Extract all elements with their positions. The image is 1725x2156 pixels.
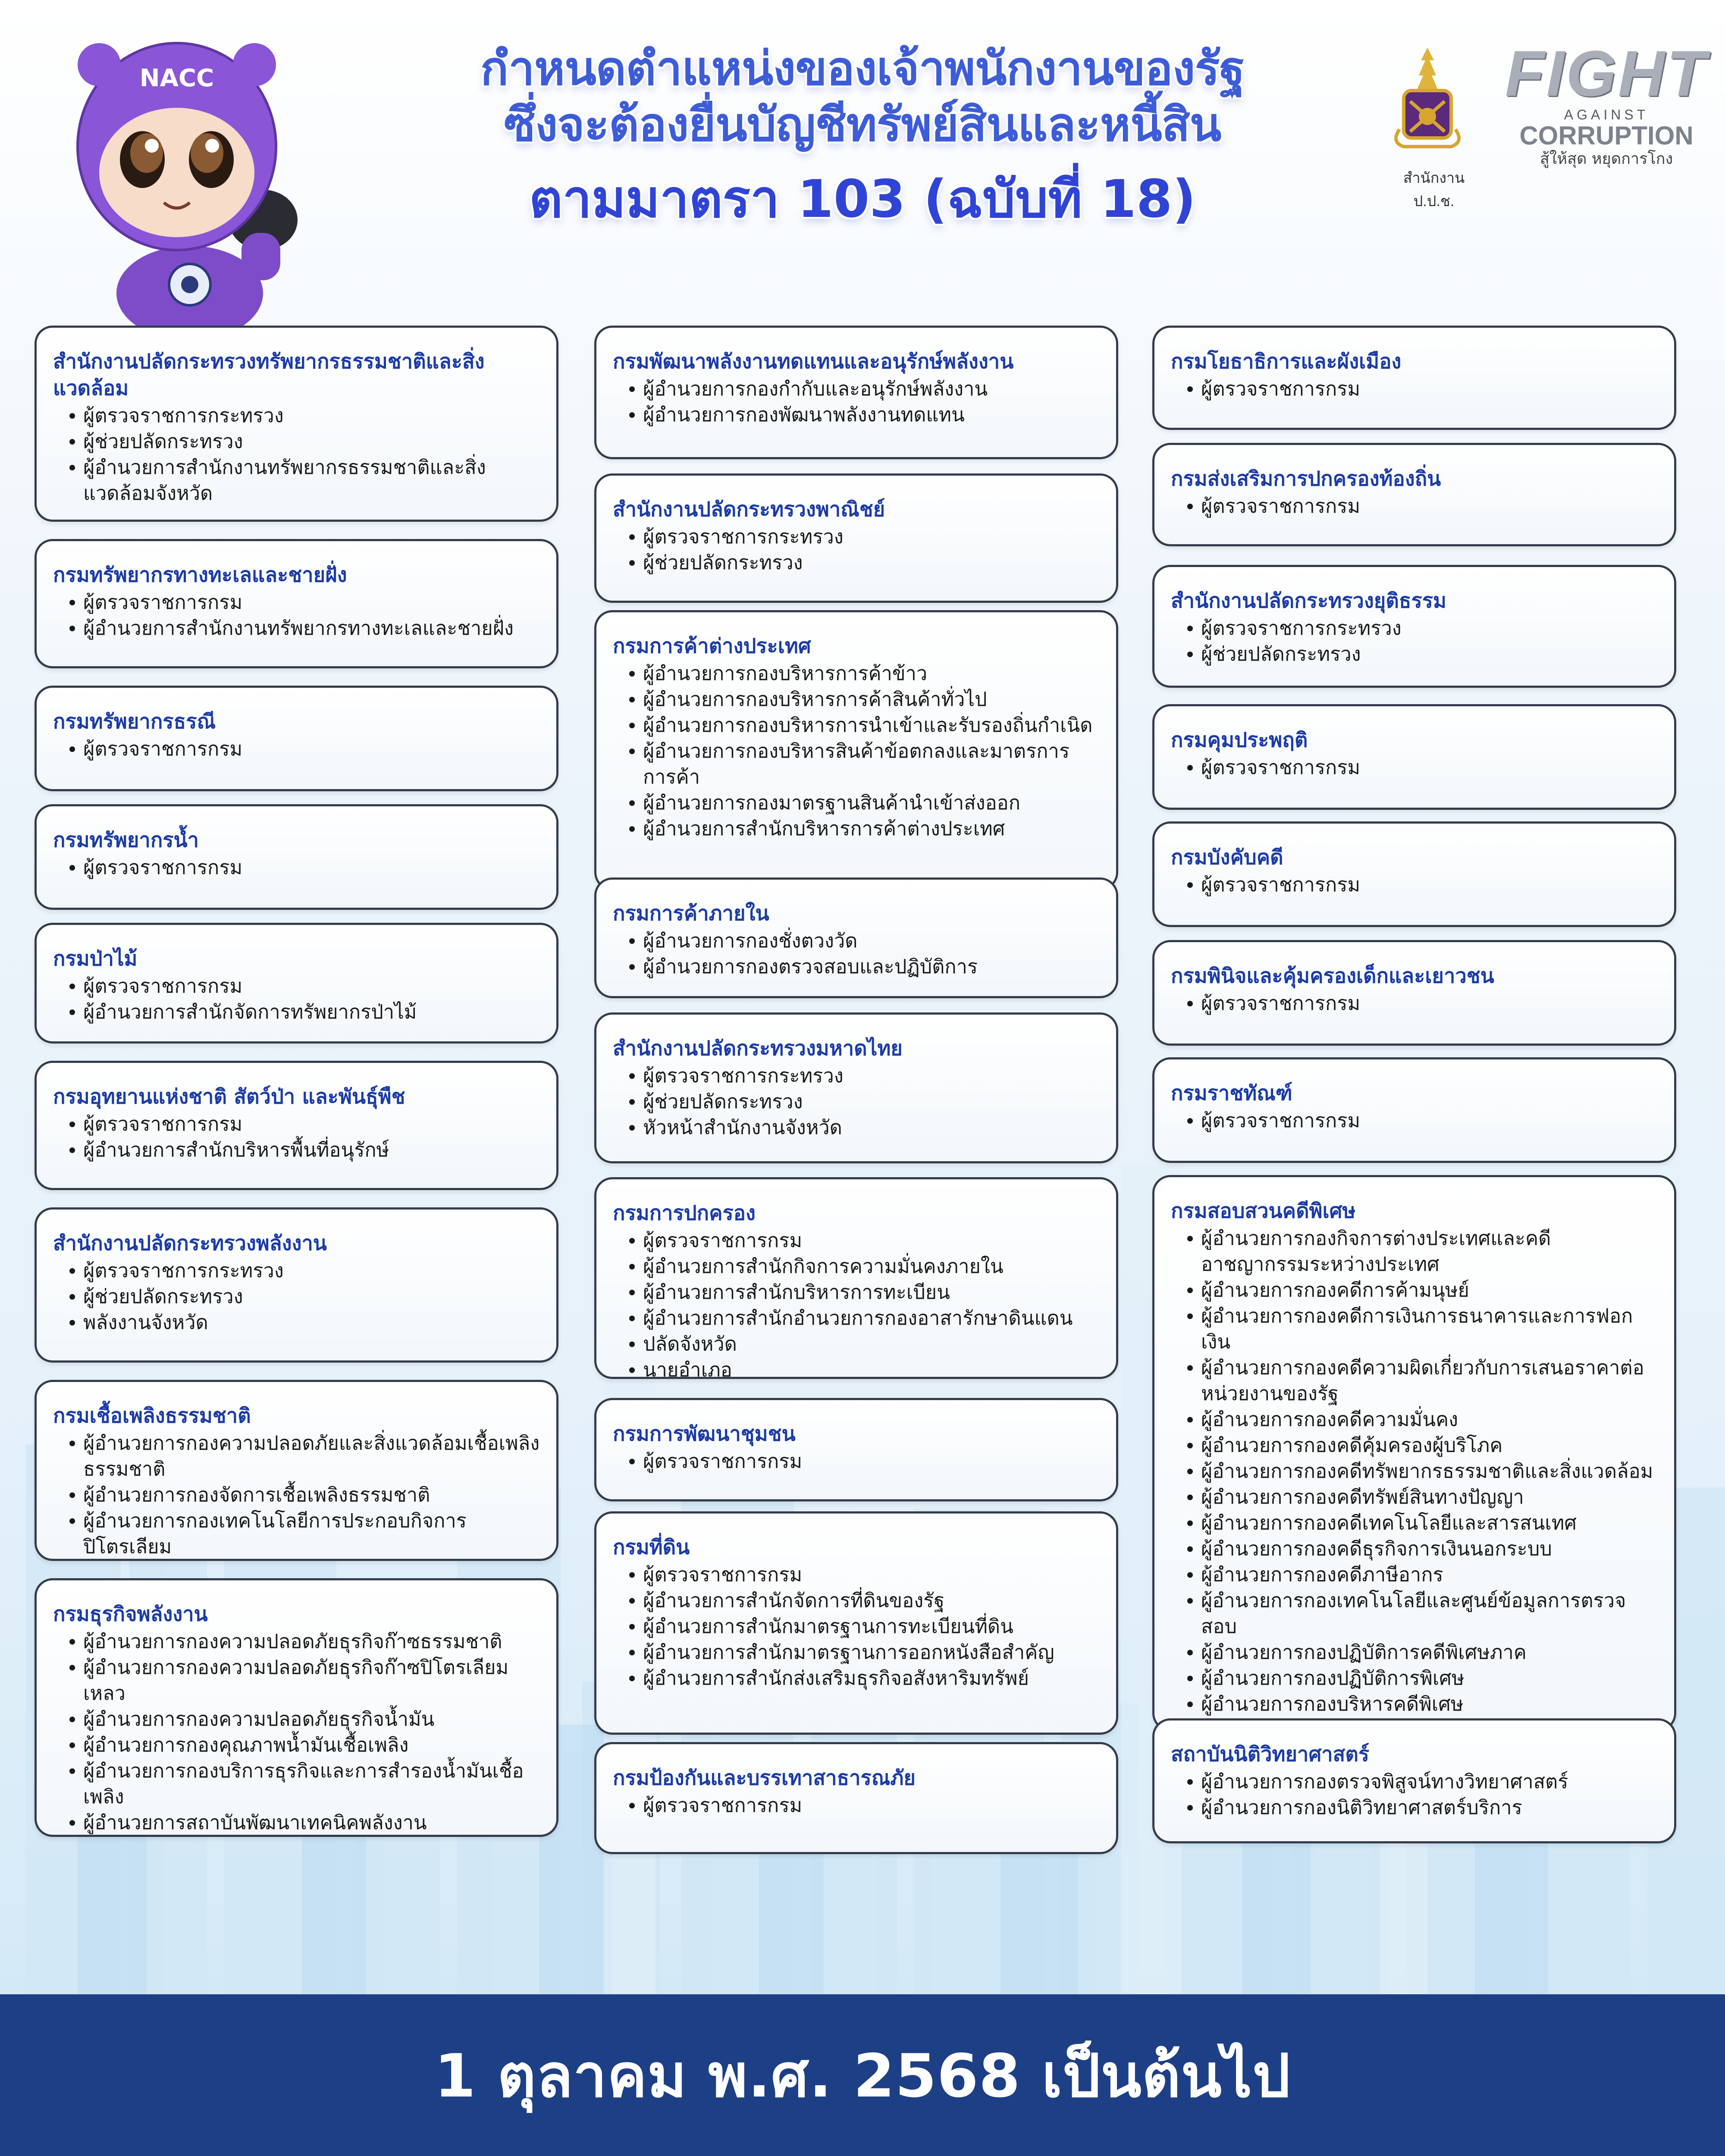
- position-list-item: ผู้อำนวยการสำนักส่งเสริมธุรกิจอสังหาริมทรัพย์: [613, 1665, 1100, 1691]
- agency-card: [594, 326, 1118, 459]
- position-list-item: ผู้ตรวจราชการกรม: [613, 1228, 1100, 1253]
- agency-card-title: กรมป่าไม้: [53, 947, 138, 971]
- position-list-item: ผู้ตรวจราชการกรม: [53, 855, 540, 881]
- position-list-item: ผู้อำนวยการกองปฏิบัติการคดีพิเศษภาค: [1171, 1639, 1658, 1665]
- agency-card: [1152, 565, 1676, 688]
- position-list: [613, 661, 1100, 842]
- position-list: [1171, 1225, 1658, 1717]
- position-list: [1171, 493, 1658, 519]
- agency-card-title: กรมทรัพยากรน้ำ: [53, 828, 199, 852]
- agency-card-title: กรมสอบสวนคดีพิเศษ: [1171, 1199, 1356, 1223]
- position-list-item: ผู้อำนวยการกองความปลอดภัยธุรกิจก๊าซปิโตรเลียมเหลว: [53, 1655, 540, 1706]
- position-list-item: ผู้อำนวยการกองคดีภาษีอากร: [1171, 1562, 1658, 1588]
- agency-card-title: กรมทรัพยากรธรณี: [53, 710, 216, 733]
- position-list-item: ผู้อำนวยการกองบริหารคดีพิเศษ: [1171, 1691, 1658, 1717]
- agency-card: [34, 1578, 558, 1837]
- agency-card: [34, 1207, 558, 1363]
- position-list: [1171, 872, 1658, 898]
- position-list-item: ผู้ตรวจราชการกระทรวง: [613, 524, 1100, 550]
- position-list-item: ผู้อำนวยการกองคดีธุรกิจการเงินนอกระบบ: [1171, 1536, 1658, 1562]
- agency-card: [1152, 1175, 1676, 1731]
- agency-card: [594, 1742, 1118, 1854]
- position-list: [53, 736, 540, 762]
- position-list-item: ผู้อำนวยการกองความปลอดภัยธุรกิจน้ำมัน: [53, 1706, 540, 1732]
- fight-against-corruption-logo: [1505, 37, 1708, 169]
- agency-card-title: สำนักงานปลัดกระทรวงพาณิชย์: [613, 498, 885, 521]
- position-list-item: ผู้อำนวยการกองคุณภาพน้ำมันเชื้อเพลิง: [53, 1732, 540, 1758]
- fight-logo-fight: FIGHT: [1505, 37, 1708, 110]
- position-list-item: ผู้อำนวยการสำนักกิจการความมั่นคงภายใน: [613, 1253, 1100, 1279]
- agency-card-title: สำนักงานปลัดกระทรวงยุติธรรม: [1171, 589, 1447, 613]
- position-list: [613, 1228, 1100, 1383]
- position-list: [613, 524, 1100, 576]
- position-list-item: ผู้อำนวยการสำนักงานทรัพยากรทางทะเลและชายฝั่ง: [53, 615, 540, 641]
- position-list-item: ผู้ตรวจราชการกรม: [53, 589, 540, 615]
- position-list-item: ผู้อำนวยการกองนิติวิทยาศาสตร์บริการ: [1171, 1795, 1658, 1821]
- position-list-item: ผู้อำนวยการกองตรวจพิสูจน์ทางวิทยาศาสตร์: [1171, 1769, 1658, 1795]
- agency-card-title: กรมการค้าภายใน: [613, 902, 769, 925]
- agency-card-title: สถาบันนิติวิทยาศาสตร์: [1171, 1742, 1370, 1766]
- effective-date-banner: [0, 1994, 1725, 2156]
- position-list-item: ผู้ช่วยปลัดกระทรวง: [613, 1089, 1100, 1115]
- agency-card: [594, 1398, 1118, 1501]
- position-list-item: หัวหน้าสำนักงานจังหวัด: [613, 1115, 1100, 1141]
- agency-card: [34, 804, 558, 910]
- position-list-item: ผู้อำนวยการกองความปลอดภัยและสิ่งแวดล้อมเชื้อเพลิงธรรมชาติ: [53, 1430, 540, 1482]
- position-list: [53, 1430, 540, 1560]
- agency-card-title: กรมที่ดิน: [613, 1536, 690, 1559]
- position-list: [613, 1562, 1100, 1691]
- page-title-line-1: กำหนดตำแหน่งของเจ้าพนักงานของรัฐ: [480, 42, 1245, 96]
- position-list-item: ผู้อำนวยการกองบริหารการค้าสินค้าทั่วไป: [613, 686, 1100, 712]
- position-list: [1171, 615, 1658, 667]
- position-list-item: ผู้ตรวจราชการกรม: [613, 1792, 1100, 1818]
- position-list: [613, 1448, 1100, 1474]
- nacc-logo-caption: สำนักงาน ป.ป.ช.: [1403, 170, 1465, 210]
- agency-card: [594, 1511, 1118, 1735]
- position-list-item: ผู้อำนวยการกองบริการธุรกิจและการสำรองน้ำมันเชื้อเพลิง: [53, 1758, 540, 1810]
- header-title-block: [328, 41, 1397, 230]
- position-list-item: ผู้ตรวจราชการกระทรวง: [1171, 615, 1658, 641]
- position-list-item: ผู้อำนวยการกองบริหารสินค้าข้อตกลงและมาตรการการค้า: [613, 738, 1100, 790]
- agency-card-title: กรมบังคับคดี: [1171, 846, 1283, 869]
- fight-logo-against: AGAINST: [1564, 107, 1649, 122]
- position-list-item: ผู้อำนวยการกองคดีเทคโนโลยีและสารสนเทศ: [1171, 1510, 1658, 1536]
- position-list-item: ผู้ตรวจราชการกรม: [613, 1562, 1100, 1588]
- agency-card-title: สำนักงานปลัดกระทรวงทรัพยากรธรรมชาติและสิ่งแวดล้อม: [53, 350, 485, 400]
- position-list: [53, 855, 540, 881]
- position-list-item: ผู้อำนวยการกองเทคโนโลยีและศูนย์ข้อมูลการตรวจสอบ: [1171, 1588, 1658, 1639]
- position-list: [53, 589, 540, 641]
- agency-card-title: กรมป้องกันและบรรเทาสาธารณภัย: [613, 1766, 916, 1790]
- position-list: [53, 1629, 540, 1836]
- agency-card-title: กรมอุทยานแห่งชาติ สัตว์ป่า และพันธุ์พืช: [53, 1085, 405, 1109]
- agency-card-title: กรมคุมประพฤติ: [1171, 728, 1308, 752]
- agency-card-title: กรมธุรกิจพลังงาน: [53, 1602, 208, 1626]
- position-list-item: ผู้อำนวยการกองจัดการเชื้อเพลิงธรรมชาติ: [53, 1482, 540, 1508]
- position-list-item: ผู้อำนวยการสำนักมาตรฐานการออกหนังสือสำคัญ: [613, 1639, 1100, 1665]
- agency-card: [1152, 1057, 1676, 1163]
- position-list-item: ผู้อำนวยการกองคดีความผิดเกี่ยวกับการเสนอราคาต่อหน่วยงานของรัฐ: [1171, 1355, 1658, 1407]
- position-list-item: ผู้อำนวยการสำนักจัดการทรัพยากรป่าไม้: [53, 999, 540, 1025]
- position-list-item: พลังงานจังหวัด: [53, 1310, 540, 1335]
- agency-card-title: กรมเชื้อเพลิงธรรมชาติ: [53, 1404, 251, 1428]
- position-list-item: ผู้อำนวยการสำนักบริหารการทะเบียน: [613, 1279, 1100, 1305]
- position-list: [613, 1063, 1100, 1141]
- agency-card-title: กรมราชทัณฑ์: [1171, 1081, 1292, 1105]
- agency-card: [1152, 443, 1676, 546]
- position-list-item: ผู้ตรวจราชการกรม: [1171, 755, 1658, 780]
- agency-card: [34, 326, 558, 522]
- position-list-item: ผู้อำนวยการกองเทคโนโลยีการประกอบกิจการปิโตรเลียม: [53, 1508, 540, 1560]
- agency-card: [1152, 326, 1676, 430]
- position-list-item: ผู้อำนวยการสำนักงานทรัพยากรธรรมชาติและสิ่งแวดล้อมจังหวัด: [53, 454, 540, 506]
- position-list-item: ผู้อำนวยการสำนักจัดการที่ดินของรัฐ: [613, 1588, 1100, 1614]
- agency-card-title: กรมการปกครอง: [613, 1201, 756, 1225]
- agency-card: [34, 1061, 558, 1190]
- nacc-mascot: [60, 17, 302, 328]
- position-list-item: ผู้ช่วยปลัดกระทรวง: [1171, 641, 1658, 667]
- position-list-item: ผู้ตรวจราชการกรม: [1171, 493, 1658, 519]
- position-list-item: ผู้ตรวจราชการกรม: [53, 736, 540, 762]
- position-list-item: ผู้ช่วยปลัดกระทรวง: [613, 550, 1100, 576]
- position-list-item: ผู้ตรวจราชการกรม: [1171, 872, 1658, 898]
- position-list: [613, 1792, 1100, 1818]
- agency-card: [1152, 821, 1676, 927]
- fight-logo-corruption: CORRUPTION: [1519, 121, 1694, 150]
- position-list-item: ผู้ตรวจราชการกรม: [1171, 990, 1658, 1016]
- position-list-item: ผู้ตรวจราชการกระทรวง: [53, 1258, 540, 1284]
- agency-card-title: กรมส่งเสริมการปกครองท้องถิ่น: [1171, 467, 1441, 491]
- agency-card-title: กรมทรัพยากรทางทะเลและชายฝั่ง: [53, 563, 347, 587]
- position-list: [1171, 1108, 1658, 1134]
- position-list-item: ผู้ตรวจราชการกระทรวง: [53, 403, 540, 429]
- nacc-emblem-logo: [1391, 43, 1464, 151]
- agency-card-title: กรมการพัฒนาชุมชน: [613, 1422, 796, 1446]
- position-list-item: ผู้อำนวยการกองกิจการต่างประเทศและคดีอาชญากรรมระหว่างประเทศ: [1171, 1225, 1658, 1277]
- position-list-item: ผู้อำนวยการสำนักอำนวยการกองอาสารักษาดินแดน: [613, 1305, 1100, 1331]
- agency-card-title: กรมโยธาธิการและผังเมือง: [1171, 350, 1402, 373]
- agency-card: [594, 1012, 1118, 1163]
- position-list-item: ผู้อำนวยการสำนักบริหารพื้นที่อนุรักษ์: [53, 1137, 540, 1163]
- position-list: [53, 973, 540, 1025]
- effective-date-text: 1 ตุลาคม พ.ศ. 2568 เป็นต้นไป: [434, 2041, 1291, 2111]
- position-list-item: ผู้อำนวยการกองความปลอดภัยธุรกิจก๊าซธรรมชาติ: [53, 1629, 540, 1655]
- position-list: [53, 403, 540, 506]
- position-list-item: ผู้อำนวยการสำนักมาตรฐานการทะเบียนที่ดิน: [613, 1614, 1100, 1639]
- agency-card-title: สำนักงานปลัดกระทรวงมหาดไทย: [613, 1037, 903, 1060]
- agency-card: [594, 473, 1118, 603]
- agency-card: [1152, 940, 1676, 1046]
- position-list-item: ผู้ตรวจราชการกรม: [1171, 1108, 1658, 1134]
- position-list-item: ผู้ช่วยปลัดกระทรวง: [53, 1284, 540, 1310]
- position-list: [613, 376, 1100, 428]
- position-list-item: ปลัดจังหวัด: [613, 1331, 1100, 1357]
- agency-card: [594, 610, 1118, 890]
- page-title-line-2: ซึ่งจะต้องยื่นบัญชีทรัพย์สินและหนี้สิน: [504, 98, 1221, 152]
- agency-card: [34, 1380, 558, 1561]
- position-list-item: ผู้อำนวยการกองมาตรฐานสินค้านำเข้าส่งออก: [613, 790, 1100, 816]
- agency-card: [34, 923, 558, 1044]
- agency-card-title: กรมพัฒนาพลังงานทดแทนและอนุรักษ์พลังงาน: [613, 350, 1014, 373]
- agency-card: [1152, 1718, 1676, 1843]
- position-list-item: ผู้อำนวยการกองตรวจสอบและปฏิบัติการ: [613, 954, 1100, 980]
- position-list-item: ผู้อำนวยการกองคดีการค้ามนุษย์: [1171, 1277, 1658, 1303]
- position-list-item: ผู้อำนวยการกองคดีทรัพยากรธรรมชาติและสิ่งแวดล้อม: [1171, 1458, 1658, 1484]
- page-subtitle: ตามมาตรา 103 (ฉบับที่ 18): [529, 169, 1196, 229]
- position-list: [53, 1111, 540, 1163]
- agency-card: [594, 877, 1118, 998]
- position-list-item: ผู้อำนวยการสำนักบริหารการค้าต่างประเทศ: [613, 816, 1100, 842]
- position-list-item: ผู้อำนวยการกองพัฒนาพลังงานทดแทน: [613, 402, 1100, 428]
- position-list-item: ผู้อำนวยการกองคดีการเงินการธนาคารและการฟอกเงิน: [1171, 1303, 1658, 1355]
- agency-card-title: สำนักงานปลัดกระทรวงพลังงาน: [53, 1232, 327, 1255]
- position-list-item: ผู้ตรวจราชการกรม: [613, 1448, 1100, 1474]
- position-list-item: ผู้อำนวยการกองบริหารการนำเข้าและรับรองถิ่นกำเนิด: [613, 712, 1100, 738]
- position-list-item: ผู้อำนวยการสถาบันพัฒนาเทคนิคพลังงาน: [53, 1810, 540, 1836]
- position-list-item: ผู้อำนวยการกองปฏิบัติการพิเศษ: [1171, 1665, 1658, 1691]
- position-list-item: ผู้ตรวจราชการกรม: [53, 973, 540, 999]
- position-list: [613, 928, 1100, 980]
- agency-card: [34, 686, 558, 791]
- agency-card: [1152, 704, 1676, 810]
- mascot-cap-text: NACC: [139, 64, 214, 92]
- position-list-item: ผู้อำนวยการกองคดีคุ้มครองผู้บริโภค: [1171, 1432, 1658, 1458]
- position-list-item: ผู้อำนวยการกองกำกับและอนุรักษ์พลังงาน: [613, 376, 1100, 402]
- position-list-item: ผู้อำนวยการกองชั่งตวงวัด: [613, 928, 1100, 954]
- position-list-item: นายอำเภอ: [613, 1357, 1100, 1383]
- position-list: [1171, 990, 1658, 1016]
- position-list-item: ผู้ตรวจราชการกรม: [53, 1111, 540, 1137]
- position-list-item: ผู้อำนวยการกองคดีทรัพย์สินทางปัญญา: [1171, 1484, 1658, 1510]
- position-list: [1171, 1769, 1658, 1821]
- agency-card: [34, 539, 558, 668]
- position-list-item: ผู้ตรวจราชการกระทรวง: [613, 1063, 1100, 1089]
- position-list-item: ผู้ช่วยปลัดกระทรวง: [53, 429, 540, 454]
- position-list: [53, 1258, 540, 1335]
- position-list-item: ผู้อำนวยการกองคดีความมั่นคง: [1171, 1407, 1658, 1432]
- position-list: [1171, 376, 1658, 402]
- position-list-item: ผู้อำนวยการกองบริหารการค้าข้าว: [613, 661, 1100, 686]
- agency-card-title: กรมการค้าต่างประเทศ: [613, 634, 811, 658]
- position-list: [1171, 755, 1658, 780]
- agency-card-title: กรมพินิจและคุ้มครองเด็กและเยาวชน: [1171, 964, 1494, 988]
- agency-card: [594, 1177, 1118, 1379]
- fight-logo-slogan: สู้ให้สุด หยุดการโกง: [1540, 150, 1673, 168]
- position-list-item: ผู้ตรวจราชการกรม: [1171, 376, 1658, 402]
